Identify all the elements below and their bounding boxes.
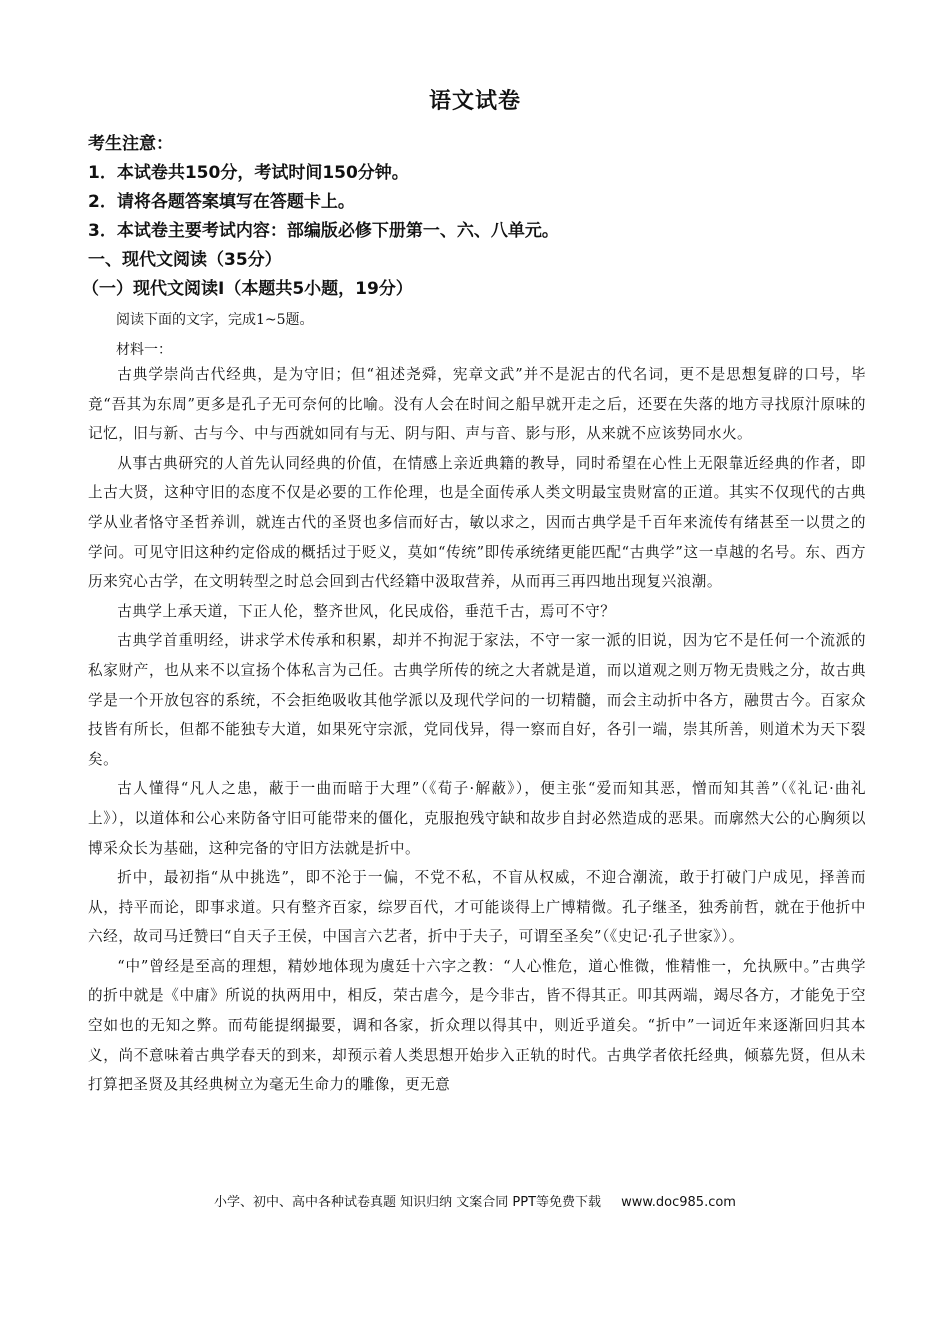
passage-body <box>88 360 866 1100</box>
footer-site-link[interactable]: www.doc985.com <box>621 1195 736 1210</box>
material-label: 材料一： <box>116 342 172 358</box>
subsection-heading: （一）现代文阅读Ⅰ（本题共5小题，19分） <box>82 279 413 299</box>
passage-paragraph: “中”曾经是至高的理想，精妙地体现为虞廷十六字之教：“人心惟危，道心惟微，惟精惟一，允执厥中。”古典学的折中就是《中庸》所说的执两用中，相反，荣古虐今，是今非古，皆不得其正。叩其两端，竭尽各方，才能免于空空如也的无知之弊。而苟能提纲撮要，调和各家，折众理以得其中，则近乎道矣。“折中”一词近年来逐渐回归其本义，尚不意味着古典学春天的到来，却预示着人类思想开始步入正轨的时代。古典学者依托经典，倾慕先贤，但从未打算把圣贤及其经典树立为毫无生命力的雕像，更无意 <box>88 957 866 1094</box>
notice-item: 2．请将各题答案填写在答题卡上。 <box>88 192 355 212</box>
reading-instruction: 阅读下面的文字，完成1~5题。 <box>116 312 314 328</box>
notice-item: 3．本试卷主要考试内容：部编版必修下册第一、六、八单元。 <box>88 221 559 241</box>
page-title: 语文试卷 <box>428 89 521 114</box>
passage-paragraph: 古人懂得“凡人之患，蔽于一曲而暗于大理”（《荀子·解蔽》），便主张“爱而知其恶，憎而知其善”（《礼记·曲礼上》），以道体和公心来防备守旧可能带来的僵化，克服抱残守缺和故步自封必然造成的恶果。而廓然大公的心胸须以博采众长为基础，这种完备的守旧方法就是折中。 <box>88 780 866 857</box>
passage-paragraph: 从事古典研究的人首先认同经典的价值，在情感上亲近典籍的教导，同时希望在心性上无限靠近经典的作者，即上古大贤，这种守旧的态度不仅是必要的工作伦理，也是全面传承人类文明最宝贵财富的正道。其实不仅现代的古典学从业者恪守圣哲养训，就连古代的圣贤也多信而好古，敏以求之，因而古典学是千百年来流传有绪甚至一以贯之的学问。可见守旧这种约定俗成的概括过于贬义，莫如“传统”即传承统绪更能匹配“古典学”这一卓越的名号。东、西方历来究心古学，在文明转型之时总会回到古代经籍中汲取营养，从而再三再四地出现复兴浪潮。 <box>88 454 866 591</box>
section-heading: 一、现代文阅读（35分） <box>88 250 282 270</box>
footer-text: 小学、初中、高中各种试卷真题 知识归纳 文案合同 PPT等免费下载 <box>214 1195 602 1210</box>
passage-paragraph: 古典学上承天道，下正人伦，整齐世风，化民成俗，垂范千古，焉可不守？ <box>117 602 616 620</box>
reading-intro <box>88 305 314 365</box>
passage-paragraph: 古典学崇尚古代经典，是为守旧；但“祖述尧舜，宪章文武”并不是泥古的代名词，更不是思想复辟的口号，毕竟“吾其为东周”更多是孔子无可奈何的比喻。没有人会在时间之船早就开走之后，还要在失落的地方寻找原汁原味的记忆，旧与新、古与今、中与西就如同有与无、阴与阳、声与音、影与形，从来就不应该势同水火。 <box>88 366 866 443</box>
candidate-notice <box>82 130 868 304</box>
notice-item: 1．本试卷共150分，考试时间150分钟。 <box>88 163 409 183</box>
passage-paragraph: 折中，最初指“从中挑选”，即不沦于一偏，不党不私，不盲从权威，不迎合潮流，敢于打破门户成见，择善而从，持平而论，即事求道。只有整齐百家，综罗百代，才可能谈得上广博精微。孔子继圣，独秀前哲，就在于他折中六经，故司马迁赞曰“自天子王侯，中国言六艺者，折中于夫子，可谓至圣矣”（《史记·孔子世家》）。 <box>88 869 866 946</box>
passage-paragraph: 古典学首重明经，讲求学术传承和积累，却并不拘泥于家法，不守一家一派的旧说，因为它不是任何一个流派的私家财产，也从来不以宣扬个体私言为己任。古典学所传的统之大者就是道，而以道观之则万物无贵贱之分，故古典学是一个开放包容的系统，不会拒绝吸收其他学派以及现代学问的一切精髓，而会主动折中各方，融贯古今。百家众技皆有所长，但都不能独专大道，如果死守宗派，党同伐异，得一察而自好，各引一端，崇其所善，则道术为天下裂矣。 <box>88 632 866 768</box>
page-footer <box>0 1191 950 1210</box>
notice-heading: 考生注意： <box>88 134 173 154</box>
